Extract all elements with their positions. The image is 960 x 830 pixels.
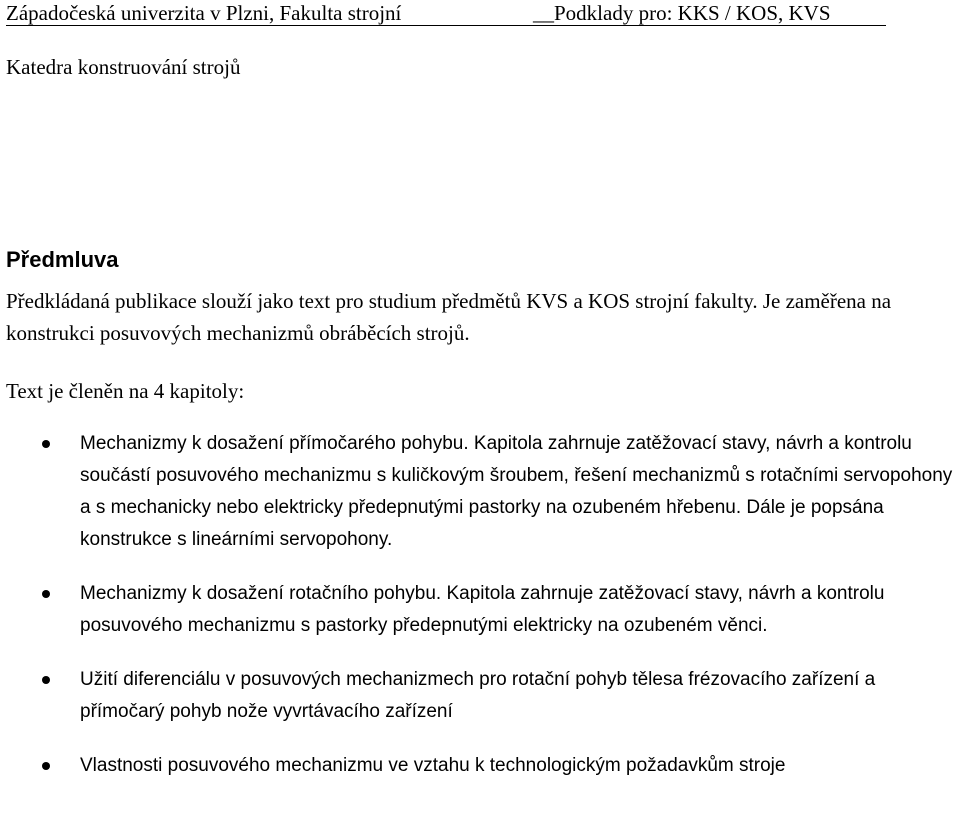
header-rule — [6, 25, 886, 26]
bullet-icon — [42, 762, 50, 770]
department-name: Katedra konstruování strojů — [6, 55, 241, 79]
bullet-icon — [42, 676, 50, 684]
header-institution: Západočeská univerzita v Plzni, Fakulta strojní — [6, 1, 402, 25]
chapter-text: Mechanizmy k dosažení přímočarého pohybu. Kapitola zahrnuje zatěžovací stavy, návrh a kontrolu součástí posuvového mechanizmu s kuličkovým šroubem, řešení mechanizmů s rotačními servopohony a s mechanicky nebo elektricky předepnutými pastorky na ozubeném hřebenu. Dále je popsána konstrukce s lineárními servopohony. — [80, 433, 953, 550]
list-item — [0, 578, 960, 642]
header-course-reference: __Podklady pro: KKS / KOS, KVS — [533, 1, 831, 25]
chapter-text: Vlastnosti posuvového mechanizmu ve vztahu k technologickým požadavkům stroje — [80, 755, 786, 776]
chapter-text: Mechanizmy k dosažení rotačního pohybu. Kapitola zahrnuje zatěžovací stavy, návrh a kontrolu posuvového mechanizmu s pastorky předepnutými elektricky na ozubeném věnci. — [80, 583, 885, 636]
list-item — [0, 750, 960, 782]
list-item — [0, 428, 960, 556]
chapters-label: Text je členěn na 4 kapitoly: — [6, 379, 245, 403]
chapter-text: Užití diferenciálu v posuvových mechanizmech pro rotační pohyb tělesa frézovacího zařízení a přímočarý pohyb nože vyvrtávacího zařízení — [80, 669, 876, 722]
bullet-icon — [42, 590, 50, 598]
intro-text: Předkládaná publikace slouží jako text pro studium předmětů KVS a KOS strojní fakulty. Je zaměřena na konstrukci posuvových mechanizmů obráběcích strojů. — [6, 289, 892, 345]
intro-paragraph — [6, 285, 951, 349]
bullet-icon — [42, 440, 50, 448]
chapter-list — [0, 428, 960, 804]
page-header — [6, 0, 956, 26]
list-item — [0, 664, 960, 728]
section-heading: Předmluva — [6, 247, 119, 272]
